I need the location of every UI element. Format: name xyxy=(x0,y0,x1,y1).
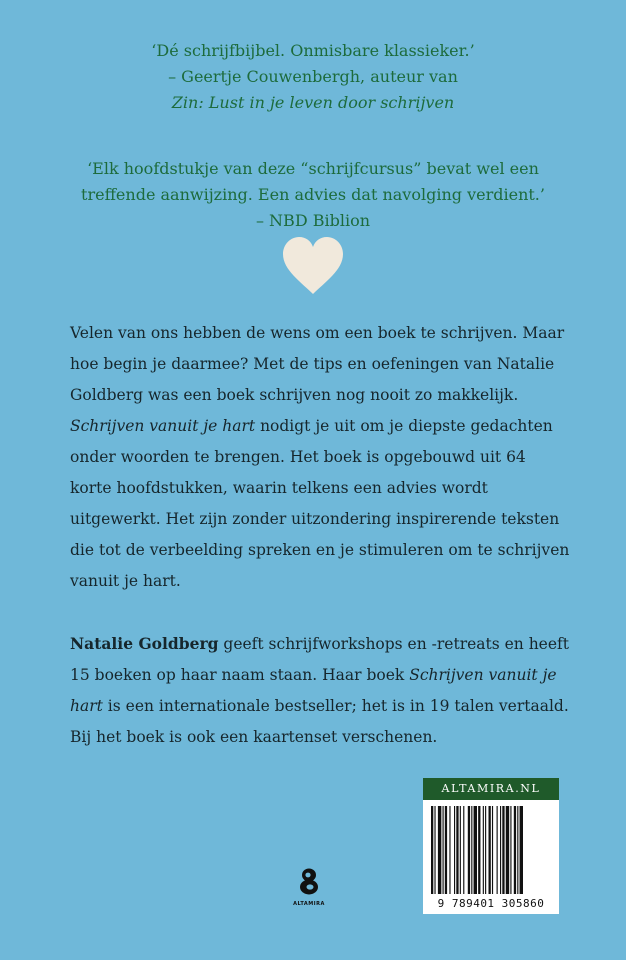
quote-2-attribution: – NBD Biblion xyxy=(255,211,371,230)
quote-2 xyxy=(0,156,626,234)
heart-icon xyxy=(281,236,345,296)
isbn-number: 9 789401 305860 xyxy=(437,897,545,910)
book-description xyxy=(70,318,570,753)
publisher-name: ALTAMIRA xyxy=(293,901,325,907)
publisher-logo xyxy=(279,867,339,917)
quote-1-text: ‘Dé schrijfbijbel. Onmisbare klassieker.’ xyxy=(151,41,475,60)
quote-1-attribution: – Geertje Couwenbergh, auteur van xyxy=(168,67,458,86)
description-text-end: nodigt je uit om je diepste gedachten onder woorden te brengen. Het boek is opgebouwd uit 64 korte hoofdstukken, waarin telkens een advies wordt uitgewerkt. Het zijn zonder uitzondering inspirerende teksten die tot de verbeelding spreken en je stimuleren om te schrijven vanuit je hart. xyxy=(70,417,570,590)
quote-2-line-2: treffende aanwijzing. Een advies dat navolging verdient.’ xyxy=(81,185,545,204)
book-title-italic: Schrijven vanuit je hart xyxy=(70,417,256,435)
author-bio-paragraph xyxy=(70,628,570,753)
author-bio-text-end: is een internationale bestseller; het is in 19 talen vertaald. Bij het boek is ook een kaartenset verschenen. xyxy=(70,697,569,746)
author-name: Natalie Goldberg xyxy=(70,634,219,653)
altamira-logo-icon xyxy=(298,867,320,895)
publisher-website: ALTAMIRA.NL xyxy=(423,778,559,800)
description-paragraph xyxy=(70,318,570,597)
description-text-start: Velen van ons hebben de wens om een boek te schrijven. Maar hoe begin je daarmee? Met de tips en oefeningen van Natalie Goldberg was een boek schrijven nog nooit zo makkelijk. xyxy=(70,324,565,404)
barcode xyxy=(423,800,559,914)
quote-2-line-1: ‘Elk hoofdstukje van deze “schrijfcursus” bevat wel een xyxy=(87,159,539,178)
book-title-italic-bio: Schrijven vanuit je hart xyxy=(70,666,557,715)
barcode-bars xyxy=(425,806,557,894)
quote-1 xyxy=(0,38,626,116)
author-bio-text: geeft schrijfworkshops en -retreats en heeft 15 boeken op haar naam staan. Haar boek xyxy=(70,635,569,684)
quote-1-source: Zin: Lust in je leven door schrijven xyxy=(171,93,455,112)
barcode-block xyxy=(423,778,559,914)
